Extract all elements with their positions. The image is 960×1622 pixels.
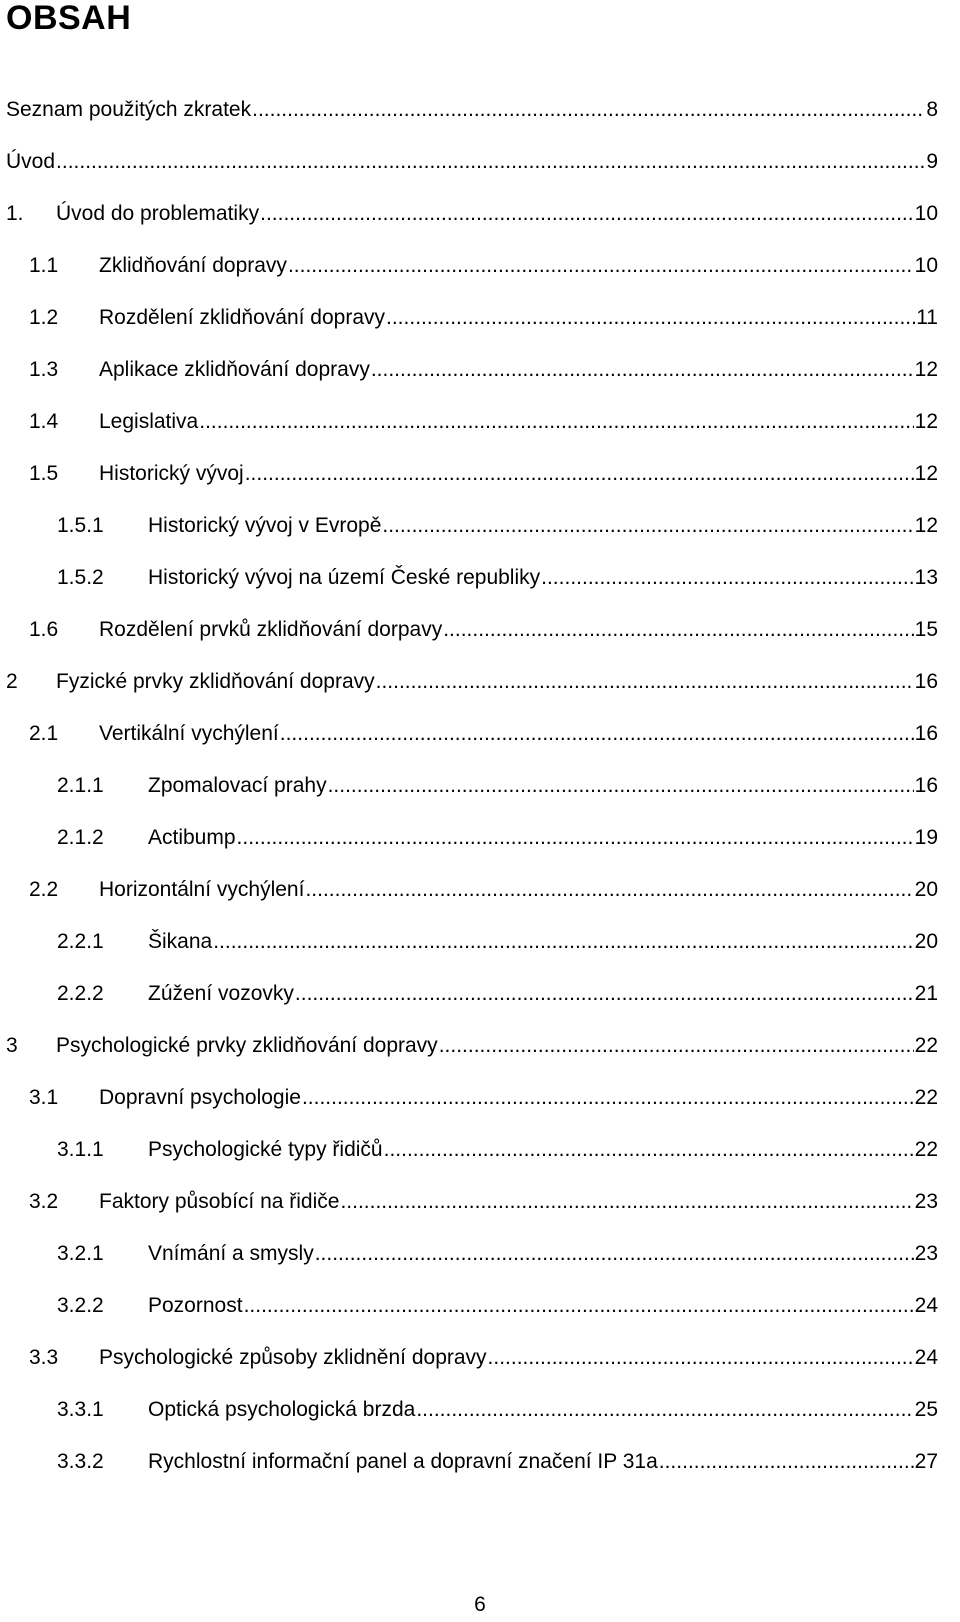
toc-entry-title: Aplikace zklidňování dopravy [99, 358, 370, 381]
toc-entry-page: 27 [914, 1450, 938, 1473]
toc-entry-3-1[interactable] [29, 1083, 938, 1113]
toc-entry-title: Faktory působící na řidiče [99, 1190, 340, 1213]
toc-entry-number: 1. [6, 202, 24, 225]
toc-dot-leader [56, 147, 925, 177]
toc-entry-page: 22 [914, 1138, 938, 1161]
toc-entry-number: 3.3.1 [57, 1398, 104, 1421]
toc-entry-title: Fyzické prvky zklidňování dopravy [56, 670, 375, 693]
toc-entry-title: Rozdělení zklidňování dopravy [99, 306, 386, 329]
toc-dot-leader [280, 719, 914, 749]
toc-entry-number: 3.2.2 [57, 1294, 104, 1317]
toc-dot-leader [386, 303, 915, 333]
toc-entry-page: 13 [914, 566, 938, 589]
toc-entry-title: Psychologické prvky zklidňování dopravy [56, 1034, 438, 1057]
toc-entry-seznam-zkratek[interactable] [6, 95, 938, 125]
toc-entry-title: Historický vývoj v Evropě [148, 514, 382, 537]
toc-entry-page: 23 [914, 1242, 938, 1265]
toc-dot-leader [376, 667, 914, 697]
toc-entry-title: Zpomalovací prahy [148, 774, 327, 797]
toc-dot-leader [384, 1135, 914, 1165]
toc-entry-title: Optická psychologická brzda [148, 1398, 416, 1421]
toc-dot-leader [340, 1187, 913, 1217]
toc-entry-page: 22 [914, 1034, 938, 1057]
toc-entry-1-5-2[interactable] [57, 563, 938, 593]
toc-entry-2-1[interactable] [29, 719, 938, 749]
toc-entry-page: 11 [916, 306, 938, 329]
toc-entry-number: 2 [6, 670, 18, 693]
toc-entry-number: 3.3.2 [57, 1450, 104, 1473]
toc-entry-title: Zklidňování dopravy [99, 254, 287, 277]
toc-entry-page: 16 [914, 774, 938, 797]
toc-entry-2-2-2[interactable] [57, 979, 938, 1009]
toc-dot-leader [488, 1343, 914, 1373]
toc-dot-leader [443, 615, 913, 645]
toc-entry-3-2[interactable] [29, 1187, 938, 1217]
toc-entry-number: 1.3 [29, 358, 59, 381]
page-title: OBSAH [6, 0, 132, 37]
toc-entry-2-2[interactable] [29, 875, 938, 905]
toc-entry-2[interactable] [6, 667, 938, 697]
toc-entry-number: 3.2.1 [57, 1242, 104, 1265]
toc-entry-number: 2.1 [29, 722, 59, 745]
toc-entry-3-3-2[interactable] [57, 1447, 938, 1477]
toc-dot-leader [382, 511, 913, 541]
toc-entry-number: 2.1.2 [57, 826, 104, 849]
toc-entry-page: 10 [914, 202, 938, 225]
page-number: 6 [474, 1593, 486, 1616]
toc-entry-title: Rychlostní informační panel a dopravní značení IP 31a [148, 1450, 658, 1473]
toc-entry-3[interactable] [6, 1031, 938, 1061]
toc-entry-page: 25 [914, 1398, 938, 1421]
toc-entry-number: 2.2.2 [57, 982, 104, 1005]
toc-entry-number: 3.1.1 [57, 1138, 104, 1161]
toc-entry-page: 24 [914, 1346, 938, 1369]
toc-entry-3-3[interactable] [29, 1343, 938, 1373]
toc-entry-3-2-1[interactable] [57, 1239, 938, 1269]
toc-dot-leader [302, 1083, 914, 1113]
toc-entry-1-6[interactable] [29, 615, 938, 645]
toc-entry-3-2-2[interactable] [57, 1291, 938, 1321]
toc-entry-title: Actibump [148, 826, 236, 849]
toc-entry-number: 3.2 [29, 1190, 59, 1213]
toc-entry-title: Vnímání a smysly [148, 1242, 314, 1265]
toc-entry-2-2-1[interactable] [57, 927, 938, 957]
toc-dot-leader [416, 1395, 913, 1425]
toc-entry-title: Pozornost [148, 1294, 243, 1317]
toc-entry-2-1-1[interactable] [57, 771, 938, 801]
toc-entry-title: Úvod [6, 150, 56, 173]
toc-entry-title: Horizontální vychýlení [99, 878, 305, 901]
toc-entry-uvod[interactable] [6, 147, 938, 177]
toc-dot-leader [252, 95, 925, 125]
toc-entry-page: 16 [914, 722, 938, 745]
toc-entry-title: Historický vývoj na území České republiky [148, 566, 541, 589]
toc-entry-number: 2.2.1 [57, 930, 104, 953]
toc-entry-1[interactable] [6, 199, 938, 229]
toc-entry-page: 20 [914, 878, 938, 901]
toc-entry-page: 10 [914, 254, 938, 277]
toc-dot-leader [371, 355, 914, 385]
toc-dot-leader [315, 1239, 914, 1269]
toc-entry-number: 1.5 [29, 462, 59, 485]
toc-entry-title: Psychologické typy řidičů [148, 1138, 383, 1161]
toc-entry-page: 8 [926, 98, 938, 121]
toc-entry-page: 15 [914, 618, 938, 641]
toc-entry-1-4[interactable] [29, 407, 938, 437]
toc-dot-leader [541, 563, 914, 593]
toc-entry-page: 12 [914, 410, 938, 433]
toc-dot-leader [260, 199, 914, 229]
toc-entry-1-1[interactable] [29, 251, 938, 281]
toc-entry-title: Psychologické způsoby zklidnění dopravy [99, 1346, 487, 1369]
toc-entry-number: 1.2 [29, 306, 59, 329]
toc-dot-leader [439, 1031, 914, 1061]
toc-entry-number: 1.5.1 [57, 514, 104, 537]
toc-entry-page: 24 [914, 1294, 938, 1317]
toc-entry-title: Seznam použitých zkratek [6, 98, 252, 121]
toc-dot-leader [295, 979, 914, 1009]
toc-entry-number: 1.5.2 [57, 566, 104, 589]
toc-entry-title: Vertikální vychýlení [99, 722, 279, 745]
toc-entry-1-2[interactable] [29, 303, 938, 333]
toc-dot-leader [659, 1447, 914, 1477]
toc-dot-leader [213, 927, 913, 957]
toc-entry-2-1-2[interactable] [57, 823, 938, 853]
toc-entry-page: 20 [914, 930, 938, 953]
toc-entry-page: 12 [914, 514, 938, 537]
toc-entry-page: 12 [914, 462, 938, 485]
toc-entry-title: Šikana [148, 930, 213, 953]
toc-entry-1-5[interactable] [29, 459, 938, 489]
toc-entry-3-1-1[interactable] [57, 1135, 938, 1165]
toc-entry-number: 3 [6, 1034, 18, 1057]
toc-entry-number: 2.2 [29, 878, 59, 901]
toc-entry-number: 2.1.1 [57, 774, 104, 797]
toc-entry-title: Legislativa [99, 410, 199, 433]
toc-entry-title: Zúžení vozovky [148, 982, 294, 1005]
toc-entry-page: 22 [914, 1086, 938, 1109]
toc-dot-leader [199, 407, 913, 437]
toc-entry-page: 19 [914, 826, 938, 849]
toc-entry-number: 3.3 [29, 1346, 59, 1369]
toc-entry-page: 16 [914, 670, 938, 693]
toc-dot-leader [244, 1291, 914, 1321]
toc-entry-title: Rozdělení prvků zklidňování dorpavy [99, 618, 443, 641]
toc-dot-leader [305, 875, 913, 905]
toc-entry-page: 12 [914, 358, 938, 381]
toc-entry-title: Dopravní psychologie [99, 1086, 301, 1109]
toc-dot-leader [237, 823, 914, 853]
toc-dot-leader [245, 459, 914, 489]
toc-entry-3-3-1[interactable] [57, 1395, 938, 1425]
toc-entry-title: Úvod do problematiky [56, 202, 260, 225]
toc-entry-number: 1.1 [29, 254, 59, 277]
toc-entry-number: 1.4 [29, 410, 59, 433]
toc-entry-page: 23 [914, 1190, 938, 1213]
toc-entry-1-5-1[interactable] [57, 511, 938, 541]
toc-dot-leader [288, 251, 914, 281]
toc-entry-page: 21 [914, 982, 938, 1005]
toc-entry-number: 1.6 [29, 618, 59, 641]
toc-entry-page: 9 [926, 150, 938, 173]
toc-entry-1-3[interactable] [29, 355, 938, 385]
toc-dot-leader [328, 771, 914, 801]
toc-entry-title: Historický vývoj [99, 462, 244, 485]
toc-entry-number: 3.1 [29, 1086, 59, 1109]
